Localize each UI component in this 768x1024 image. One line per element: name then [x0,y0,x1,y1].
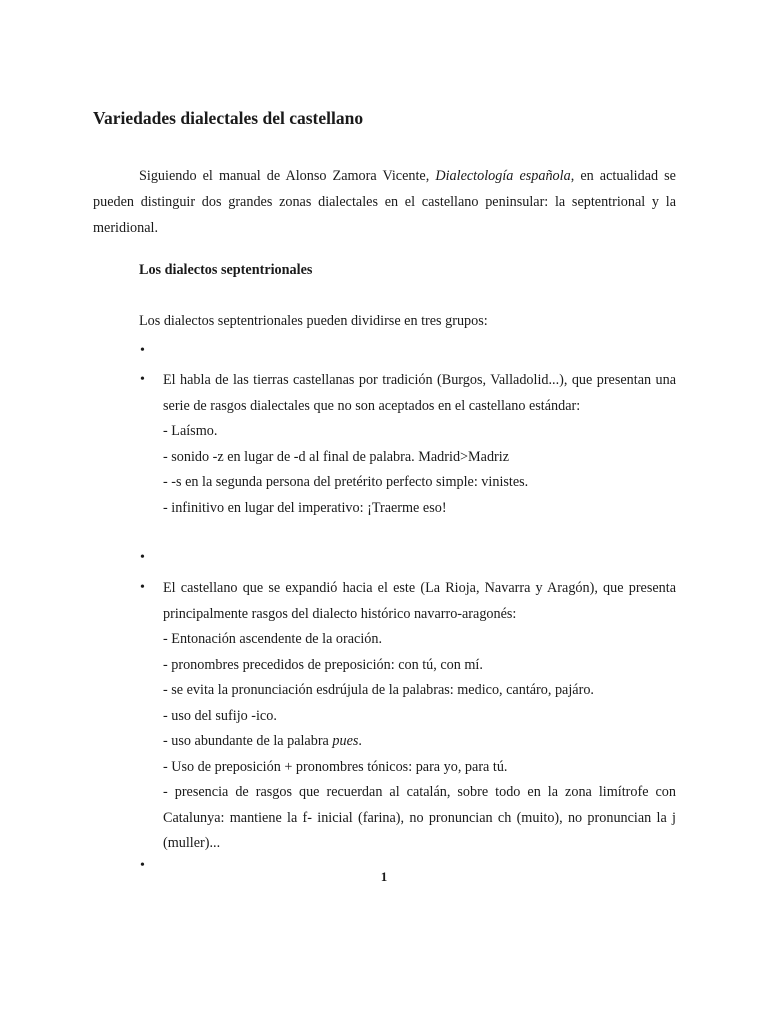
empty-bullet: • [140,343,145,358]
list-item-group-1 [163,368,676,521]
empty-bullet: • [140,858,145,873]
bullet-group-2: • [140,580,145,595]
feature-text-end: . [358,733,362,749]
group-1-feature: - Laísmo. [163,423,218,439]
group-2-feature: - presencia de rasgos que recuerdan al catalán, sobre todo en la zona limítrofe con Catalunya: mantiene la f- inicial (farina), no pronuncian ch (muito), no pronuncian la j (muller)... [163,784,676,851]
feature-text: - uso abundante de la palabra [163,733,333,749]
intro-text-start: Siguiendo el manual de Alonso Zamora Vicente, [139,168,436,184]
group-1-feature: - -s en la segunda persona del pretérito perfecto simple: vinistes. [163,474,529,490]
group-2-feature: - Uso de preposición + pronombres tónicos: para yo, para tú. [163,758,508,775]
bullet-group-1: • [140,372,145,387]
section-lead: Los dialectos septentrionales pueden dividirse en tres grupos: [139,313,488,329]
list-item-group-2 [163,576,676,857]
group-2-feature: - se evita la pronunciación esdrújula de la palabras: medico, cantáro, pajáro. [163,682,594,698]
intro-text-end: , en actualidad se pueden distinguir dos grandes zonas dialectales en el castellano peninsular: la septentrional y la meridional. [93,168,676,236]
feature-italic-word: pues [332,733,359,749]
intro-paragraph [93,163,676,241]
page-number: 1 [380,869,388,884]
section-heading: Los dialectos septentrionales [139,262,313,278]
group-2-feature: - Entonación ascendente de la oración. [163,631,383,647]
group-1-feature: - infinitivo en lugar del imperativo: ¡Traerme eso! [163,499,447,516]
group-1-text: El habla de las tierras castellanas por tradición (Burgos, Valladolid...), que presentan una serie de rasgos dialectales que no son aceptados en el castellano estándar: [163,372,676,414]
book-title: Dialectología española [435,168,571,184]
group-2-feature: - pronombres precedidos de preposición: con tú, con mí. [163,656,483,673]
empty-bullet: • [140,550,145,565]
group-2-text: El castellano que se expandió hacia el este (La Rioja, Navarra y Aragón), que presenta principalmente rasgos del dialecto histórico navarro-aragonés: [163,580,676,622]
group-1-feature: - sonido -z en lugar de -d al final de palabra. Madrid>Madriz [163,448,510,465]
group-2-feature-pues [163,729,676,755]
document-title: Variedades dialectales del castellano [93,108,364,128]
group-2-feature: - uso del sufijo -ico. [163,707,277,724]
